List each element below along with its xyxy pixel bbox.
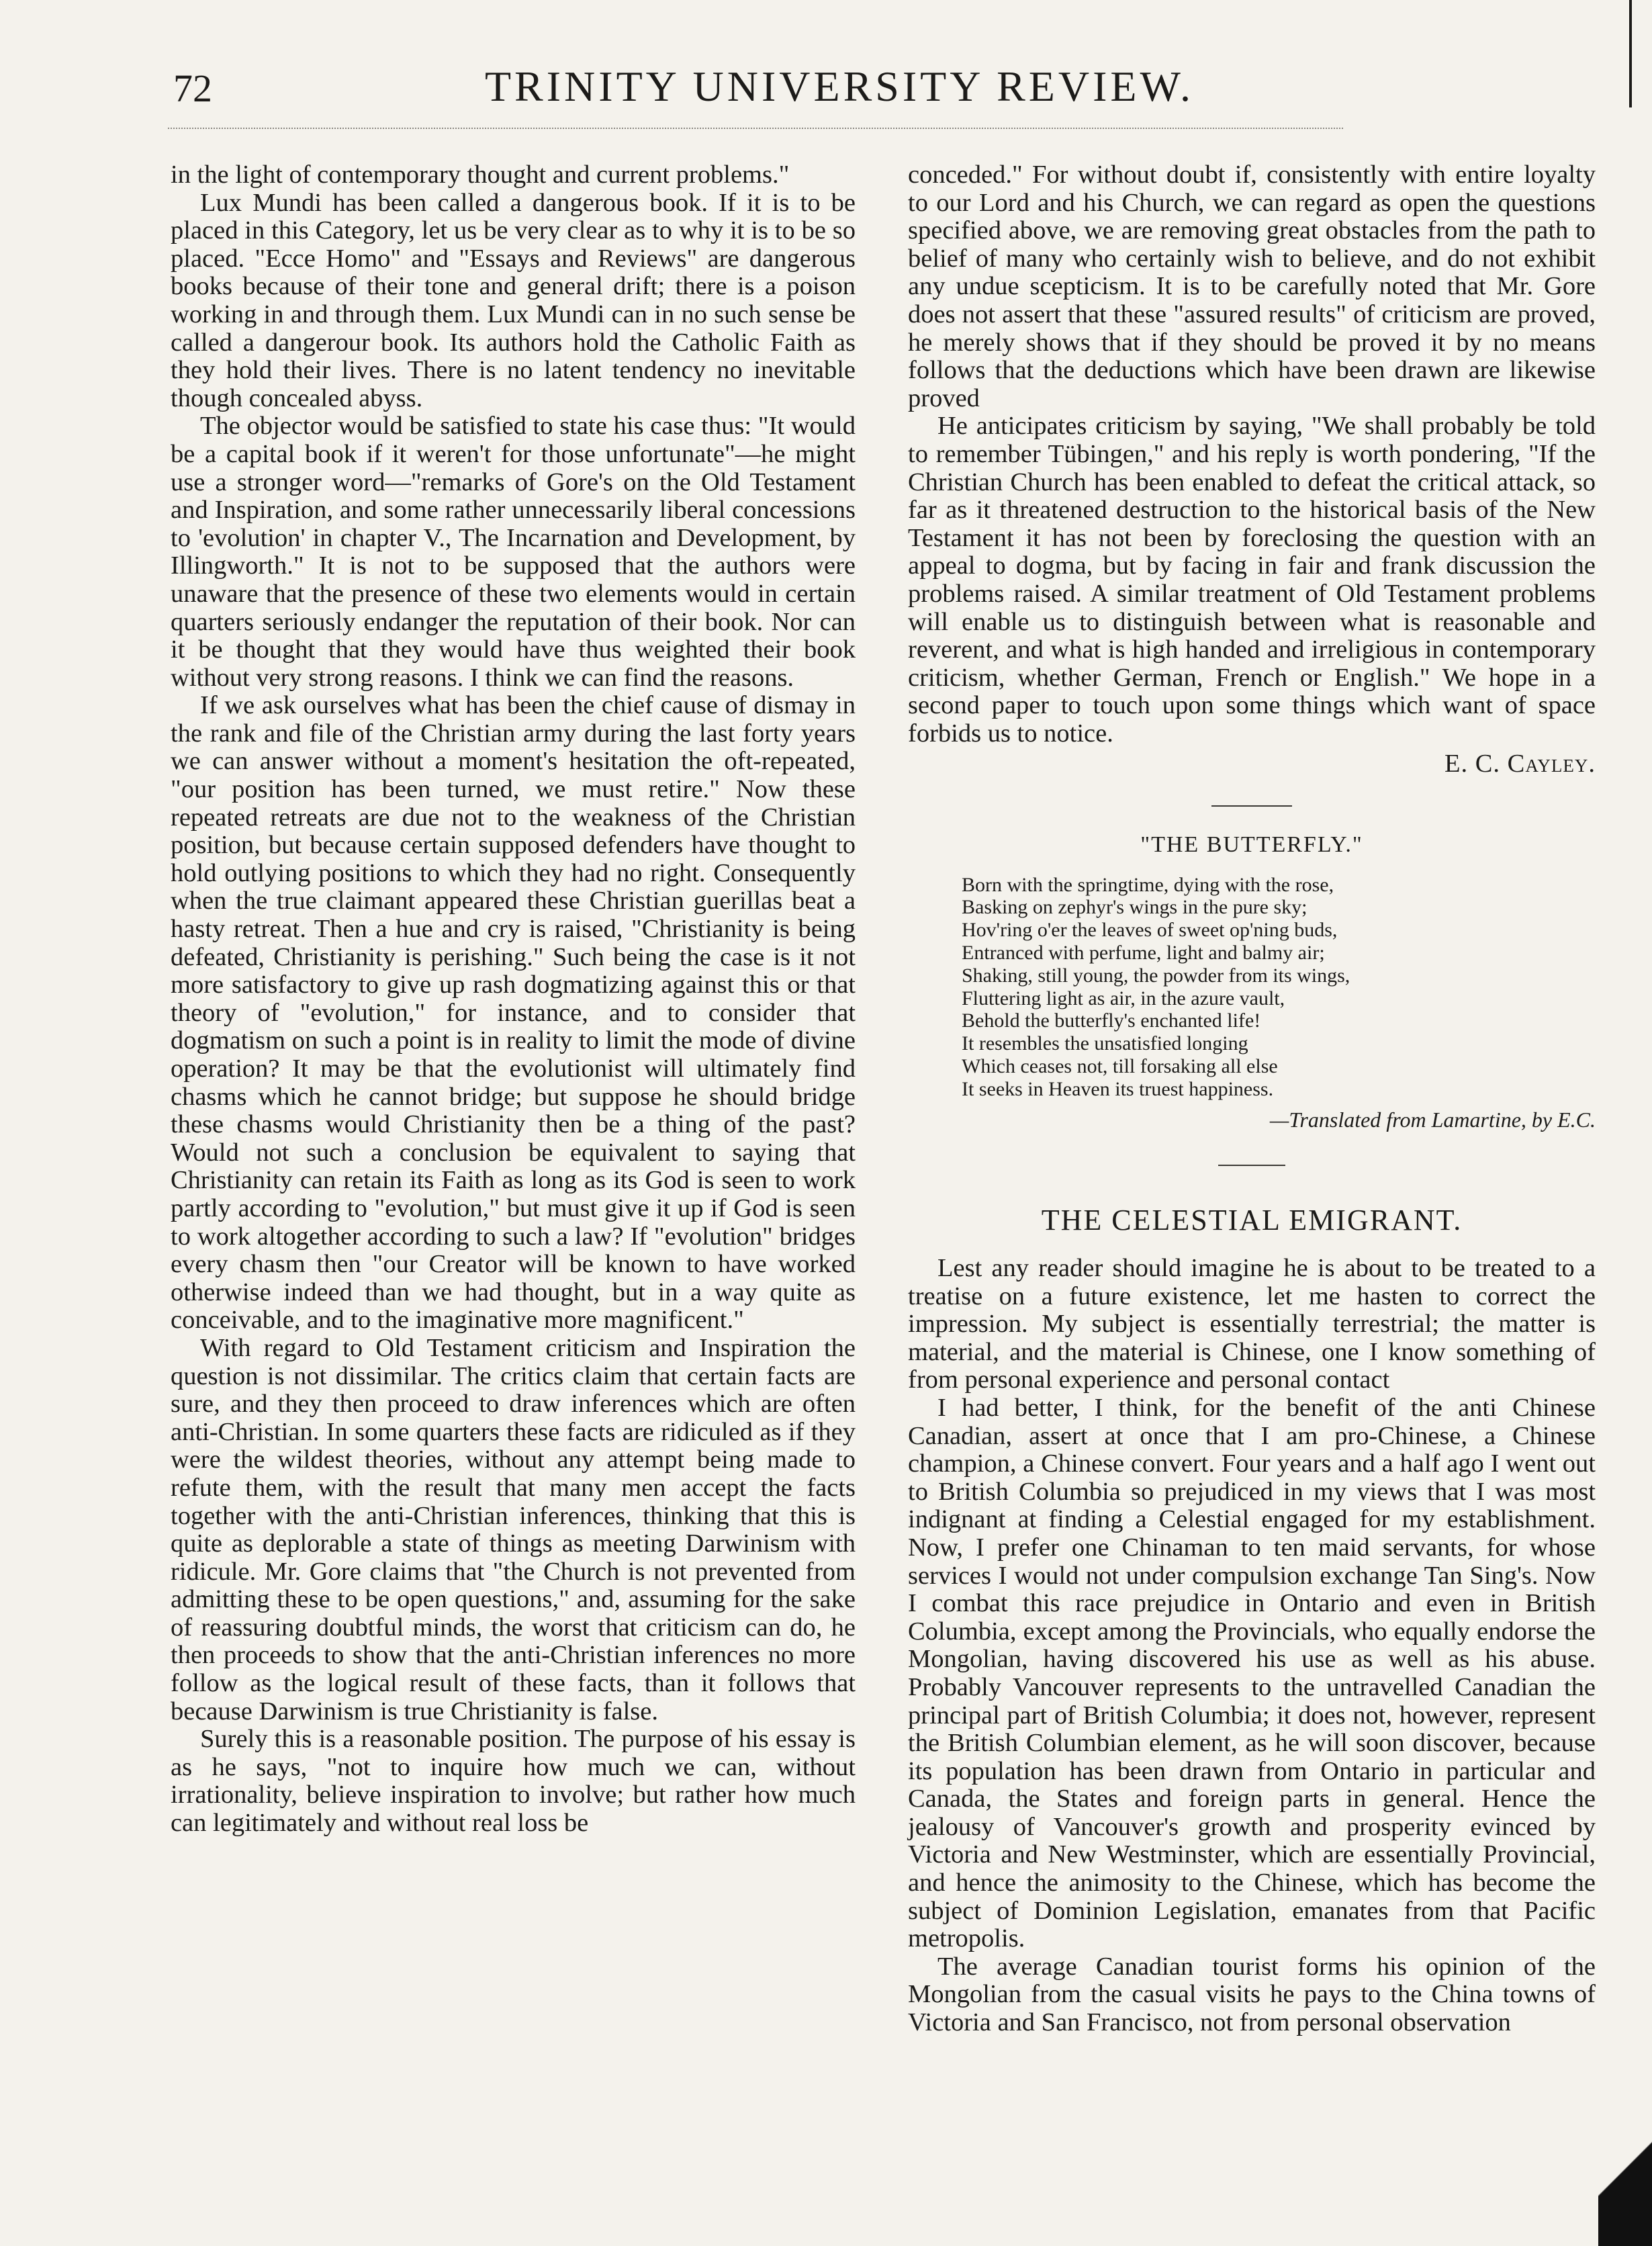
paragraph: The average Canadian tourist forms his opinion of the Mongolian from the casual visits he pays to the China towns of Victoria and San Francisco, not from personal observation (908, 1952, 1596, 2037)
paragraph: The objector would be satisfied to state his case thus: "It would be a capital book if it weren't for those unfortunate"—he might use a stronger word—"remarks of Gore's on the Old Testament and Inspiration, and some rather unnecessarily liberal concessions to 'evolution' in chapter V., The Incarnation and Development, by Illingworth." It is not to be supposed that the authors were unaware that the presence of these two elements would in certain quarters seriously endanger the reputation of their book. Nor can it be thought that they would have thus weighted their book without very strong reasons. I think we can find the reasons. (171, 412, 856, 692)
article-title: THE CELESTIAL EMIGRANT. (1041, 1204, 1463, 1237)
paragraph: conceded." For without doubt if, consistently with entire loyalty to our Lord and his Church, we can regard as open the questions specified above, we are removing great obstacles from the path to belief of many who certainly wish to believe, and do not exhibit any undue scepticism. It is to be carefully noted that Mr. Gore does not assert that these "assured results" of criticism are proved, he merely shows that if they should be proved it by no means follows that the deductions which have been drawn are likewise proved (908, 161, 1596, 412)
poem-line: Which ceases not, till forsaking all else (962, 1055, 1278, 1078)
poem-title: "THE BUTTERFLY." (1140, 832, 1363, 858)
left-column (171, 161, 856, 1838)
poem (962, 874, 1596, 1132)
page-corner-shadow (1598, 2125, 1652, 2246)
poem-line: Basking on zephyr's wings in the pure sky; (962, 896, 1307, 919)
paragraph: He anticipates criticism by saying, "We shall probably be told to remember Tübingen," and his reply is worth pondering, "If the Christian Church has been enabled to defeat the critical attack, so far as it threatened destruction to the historical basis of the New Testament it has not been by foreclosing the question with an appeal to dogma, but by facing in fair and frank discussion the problems raised. A similar treatment of Old Testament problems will enable us to distinguish between what is reasonable and reverent, and what is high handed and irreligious in contemporary criticism, whether German, French or English." We hope in a second paper to touch upon some things which want of space forbids us to notice. (908, 412, 1596, 748)
section-divider (1211, 805, 1292, 807)
poem-line: Born with the springtime, dying with the rose, (962, 873, 1334, 896)
section-divider (1218, 1165, 1285, 1166)
paragraph: in the light of contemporary thought and current problems." (171, 161, 790, 189)
paragraph: Lux Mundi has been called a dangerous book. If it is to be placed in this Category, let us be very clear as to why it is to be so placed. "Ecce Homo" and "Essays and Reviews" are dangerous books because of their tone and general drift; there is a poison working in and through them. Lux Mundi can in no such sense be called a dangerour book. Its authors hold the Catholic Faith as they hold their lives. There is no latent tendency no inevitable though concealed abyss. (171, 188, 856, 412)
poem-line: Behold the butterfly's enchanted life! (962, 1009, 1261, 1032)
poem-line: Hov'ring o'er the leaves of sweet op'ning buds, (962, 919, 1338, 942)
poem-credit: —Translated from Lamartine, by E.C. (1269, 1107, 1596, 1132)
poem-line: Entranced with perfume, light and balmy air; (962, 942, 1325, 964)
right-column (908, 161, 1596, 2037)
poem-line: Fluttering light as air, in the azure vault, (962, 987, 1285, 1009)
paragraph: Lest any reader should imagine he is about to be treated to a treatise on a future existence, let me hasten to correct the impression. My subject is essentially terrestrial; the matter is material, and the material is Chinese, one I know something of from personal experience and personal contact (908, 1254, 1596, 1394)
poem-line: It resembles the unsatisfied longing (962, 1032, 1248, 1055)
page-number: 72 (173, 66, 212, 110)
paragraph: With regard to Old Testament criticism and Inspiration the question is not dissimilar. The critics claim that certain facts are sure, and they then proceed to draw inferences which are often anti-Christian. In some quarters these facts are ridiculed as if they were the wildest theories, without any attempt being made to refute them, with the result that many men accept the facts together with the anti-Christian inferences, thinking that this is quite as deplorable a state of things as meeting Darwinism with ridicule. Mr. Gore claims that "the Church is not prevented from admitting these to be open questions," and, assuming for the sake of reassuring doubtful minds, the worst that criticism can do, he then proceeds to show that the anti-Christian inferences no more follow as the logical result of these facts, than it follows that because Darwinism is true Christianity is false. (171, 1333, 856, 1725)
paragraph: Surely this is a reasonable position. The purpose of his essay is as he says, "not to inquire how much we can, without irrationality, believe inspiration to involve; but rather how much can legitimately and without real loss be (171, 1725, 856, 1838)
header-rule (168, 128, 1343, 129)
binding-edge-mark (1621, 0, 1632, 107)
author-signature: E. C. Cayley. (1444, 750, 1596, 778)
poem-line: It seeks in Heaven its truest happiness. (962, 1077, 1274, 1100)
paragraph: If we ask ourselves what has been the chief cause of dismay in the rank and file of the Christian army during the last forty years we can answer without a moment's hesitation the oft-repeated, "our position has been turned, we must retire." Now these repeated retreats are due not to the weakness of the Christian position, but because certain supposed defenders have thought to hold outlying positions to which they had no right. Consequently when the true claimant appeared these Christian guerillas beat a hasty retreat. Then a hue and cry is raised, "Christianity is being defeated, Christianity is perishing." Such being the case is it not more satisfactory to give up rash dogmatizing against this or that theory of "evolution," for instance, and to consider that dogmatism on such a point is in reality to limit the mode of divine operation? It may be that the evolutionist will ultimately find chasms which he cannot bridge; but suppose he should bridge these chasms would Christianity then be a thing of the past? Would not such a conclusion be equivalent to saying that Christianity can retain its Faith as long as its God is seen to work partly according to "evolution," but must give it up if God is seen to work altogether according to such a law? If "evolution" bridges every chasm then "our Creator will be known to have worked otherwise indeed than we had thought, but in a way quite as conceivable, and to the imaginative more magnificent." (171, 691, 856, 1335)
paragraph: I had better, I think, for the benefit of the anti Chinese Canadian, assert at once that I am pro-Chinese, a Chinese champion, a Chinese convert. Four years and a half ago I went out to British Columbia so prejudiced in my views that I was most indignant at finding a Celestial engaged for my establishment. Now, I prefer one Chinaman to ten maid servants, for whose services I would not under compulsion exchange Tan Sing's. Now I combat this race prejudice in Ontario and even in British Columbia, except among the Provincials, who equally endorse the Mongolian, having discovered his use as well as his abuse. Probably Vancouver represents to the untravelled Canadian the principal part of British Columbia; it does not, however, represent the British Columbian element, as he will soon discover, because its population has been drawn from Ontario in particular and Canada, the States and foreign parts in general. Hence the jealousy of Vancouver's growth and prosperity evinced by Victoria and New Westminster, which are essentially Provincial, and hence the animosity to the Chinese, which has become the subject of Dominion Legislation, emanates from that Pacific metropolis. (908, 1393, 1596, 1953)
poem-line: Shaking, still young, the powder from its wings, (962, 964, 1350, 987)
running-title: TRINITY UNIVERSITY REVIEW. (484, 62, 1195, 110)
